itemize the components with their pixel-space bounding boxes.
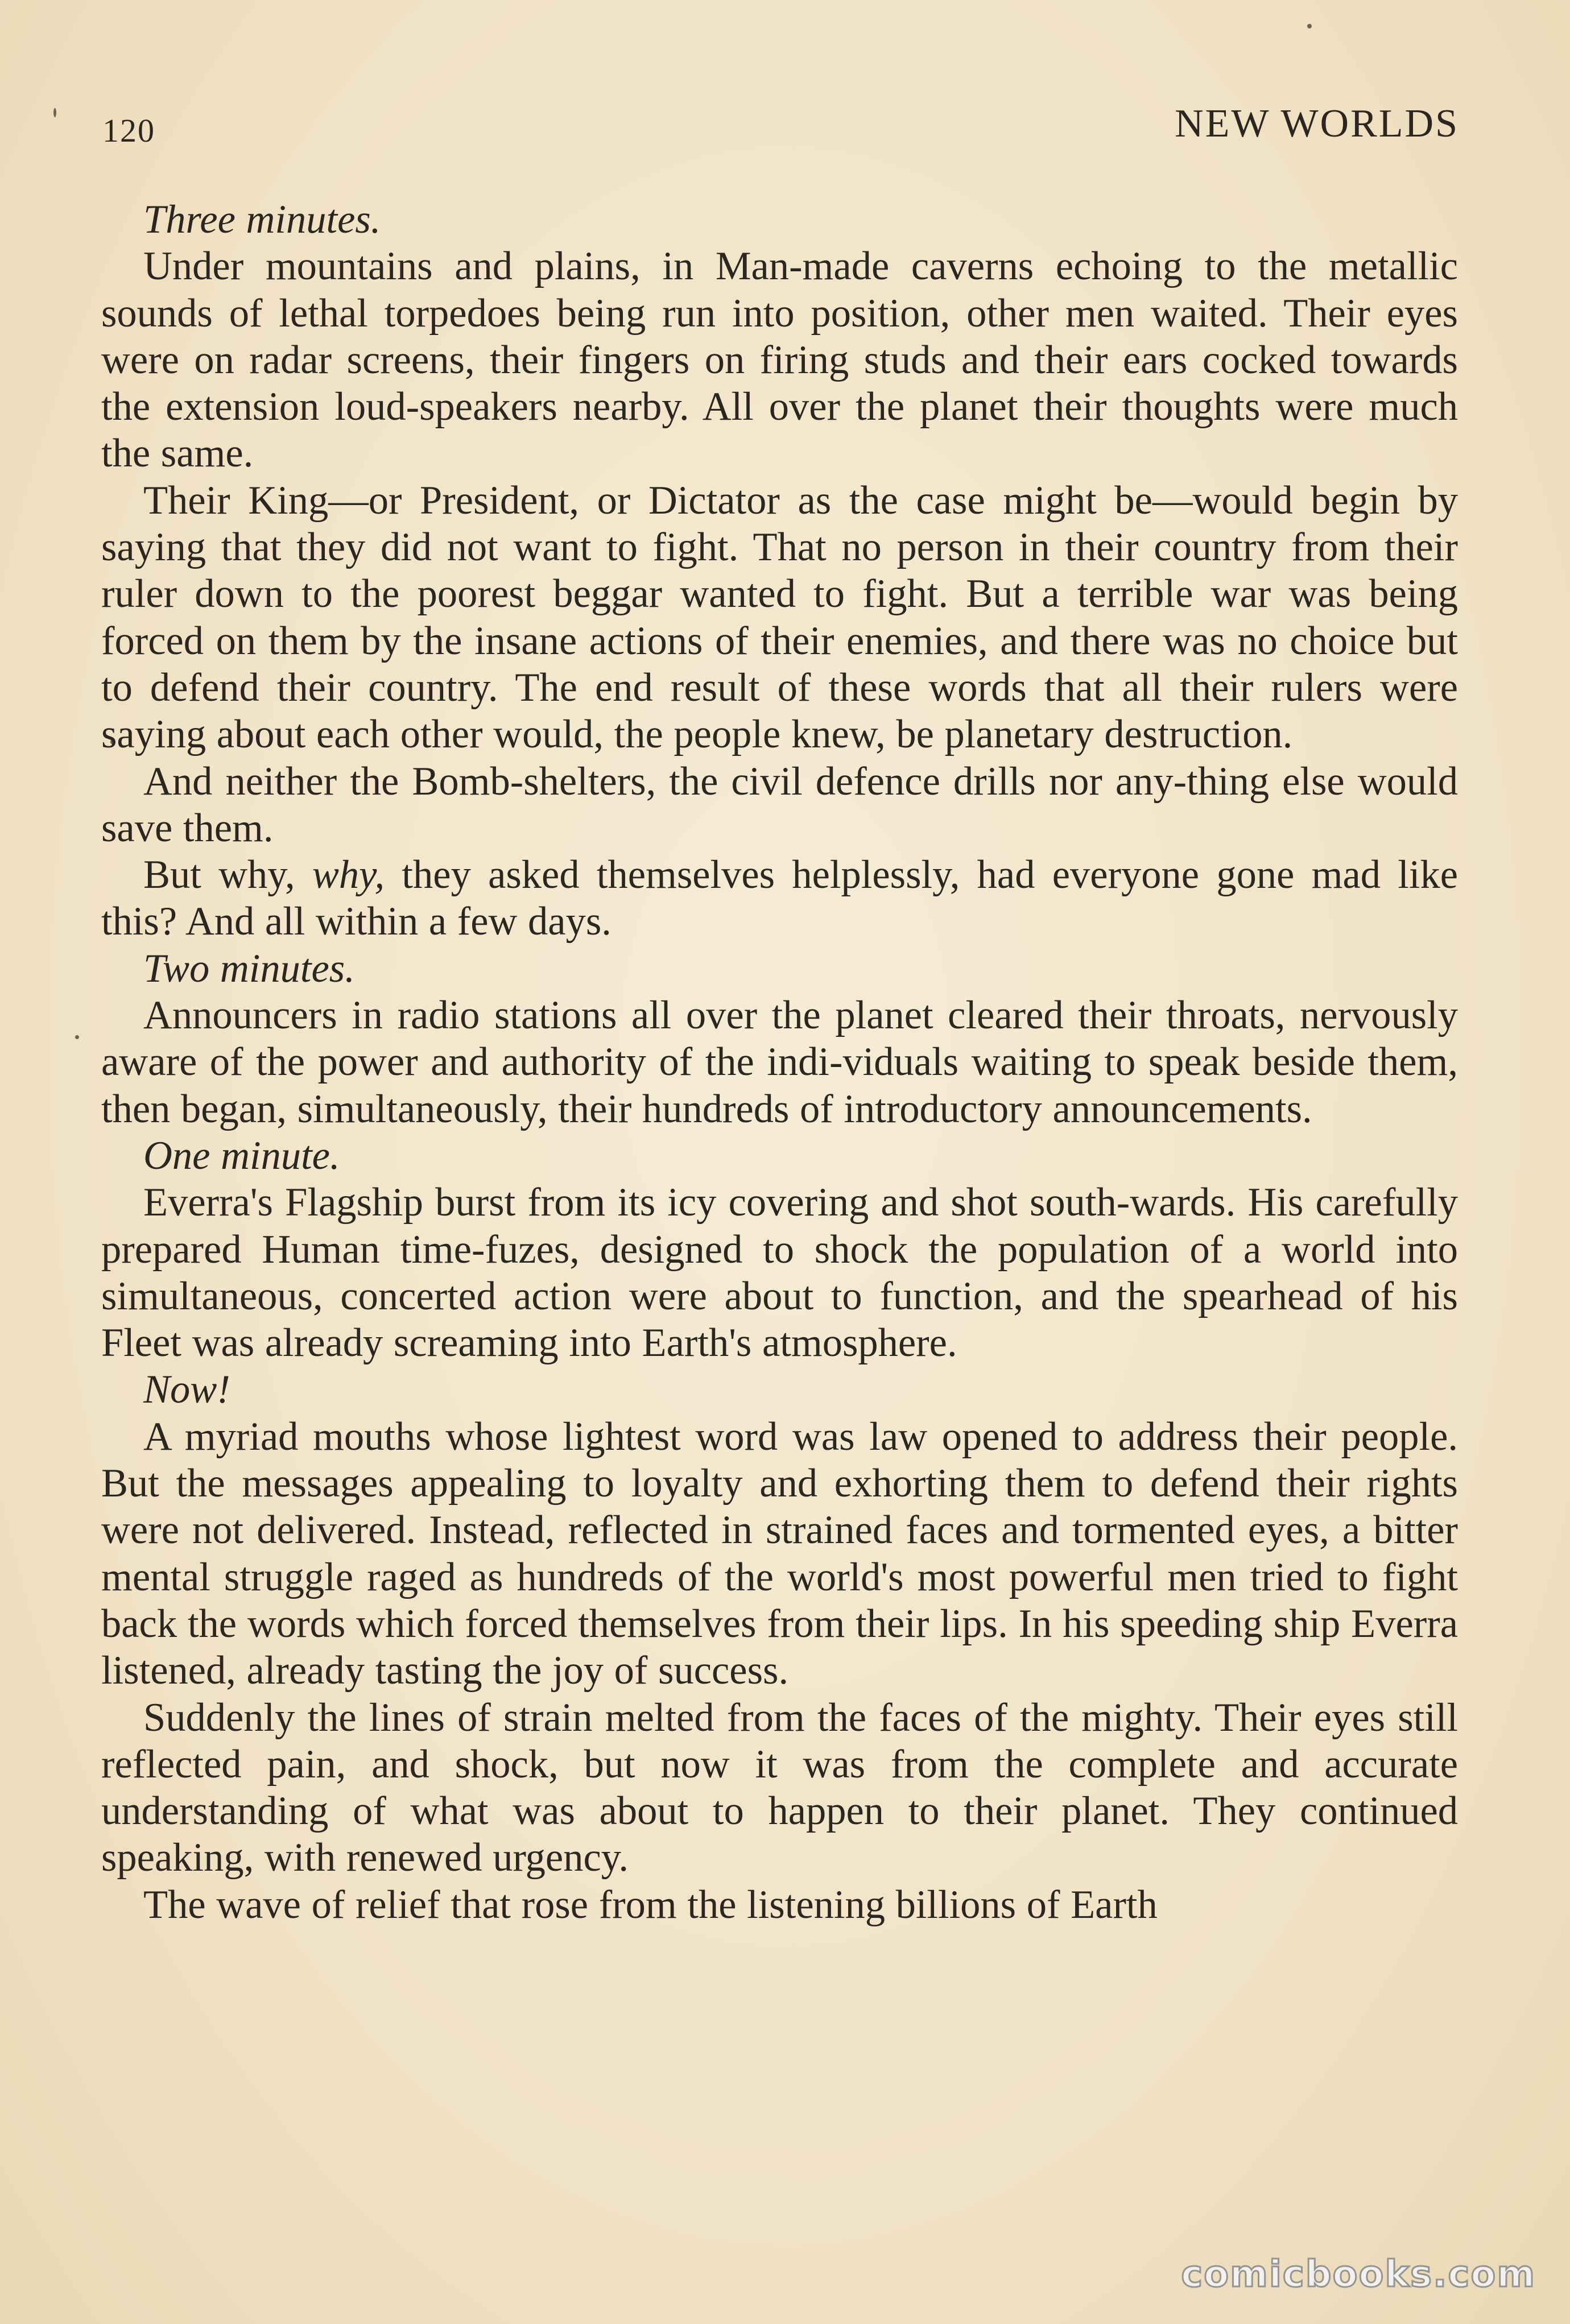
paragraph: A myriad mouths whose lightest word was law opened to address their people. But the messages appealing to loyalty and exhorting them to defend their rights were not delivered. Instead, reflected in strained faces and tormented eyes, a bitter mental struggle raged as hundreds of the world's most powerful men tried to fight back the words which forced themselves from their lips. In his speeding ship Everra listened, already tasting the joy of success. (101, 1414, 1458, 1693)
paragraph: The wave of relief that rose from the listening billions of Earth (143, 1882, 1158, 1927)
paper-speck (53, 108, 56, 117)
body-text (101, 196, 1458, 1928)
paper-speck (1307, 24, 1312, 28)
interlude-one-minute: One minute. (143, 1133, 340, 1178)
paragraph-text: But why, (143, 853, 312, 898)
paragraph: Under mountains and plains, in Man-made caverns echoing to the metallic sounds of lethal torpedoes being run into position, other men waited. Their eyes were on radar screens, their fingers on firing studs and their ears cocked towards the extension loud-speakers nearby. All over the planet their thoughts were much the same. (101, 244, 1458, 476)
paragraph: Announcers in radio stations all over the planet cleared their throats, nervously aware of the power and authority of the indi-viduals waiting to speak beside them, then began, simultaneously, their hundreds of introductory announcements. (101, 993, 1458, 1131)
page-number: 120 (102, 112, 155, 149)
interlude-two-minutes: Two minutes. (143, 946, 355, 991)
running-head: NEW WORLDS (1175, 102, 1459, 146)
paragraph: Suddenly the lines of strain melted from the faces of the mighty. Their eyes still reflected pain, and shock, but now it was from the complete and accurate understanding of what was about to happen to their planet. They continued speaking, with renewed urgency. (101, 1695, 1458, 1880)
paragraph: Their King—or President, or Dictator as the case might be—would begin by saying that they did not want to fight. That no person in their country from their ruler down to the poorest beggar wanted to fight. But a terrible war was being forced on them by the insane actions of their enemies, and there was no choice but to defend their country. The end result of these words that all their rulers were saying about each other would, the people knew, be planetary destruction. (101, 478, 1458, 757)
paragraph: Everra's Flagship burst from its icy covering and shot south-wards. His carefully prepared Human time-fuzes, designed to shock the population of a world into simultaneous, concerted action were about to function, and the spearhead of his Fleet was already screaming into Earth's atmosphere. (101, 1180, 1458, 1366)
paper-speck (75, 1035, 79, 1039)
page-header (102, 101, 1459, 152)
interlude-now: Now! (143, 1367, 230, 1412)
emphasis: why, (312, 853, 385, 898)
watermark: comicbooks.com (1181, 2253, 1536, 2296)
interlude-three-minutes: Three minutes. (143, 197, 381, 242)
paragraph: And neither the Bomb-shelters, the civil defence drills nor any-thing else would save them. (101, 759, 1458, 850)
paragraph-text: they asked themselves helplessly, had everyone gone mad like this? And all within a few days. (101, 853, 1458, 944)
paragraph (101, 851, 1458, 945)
